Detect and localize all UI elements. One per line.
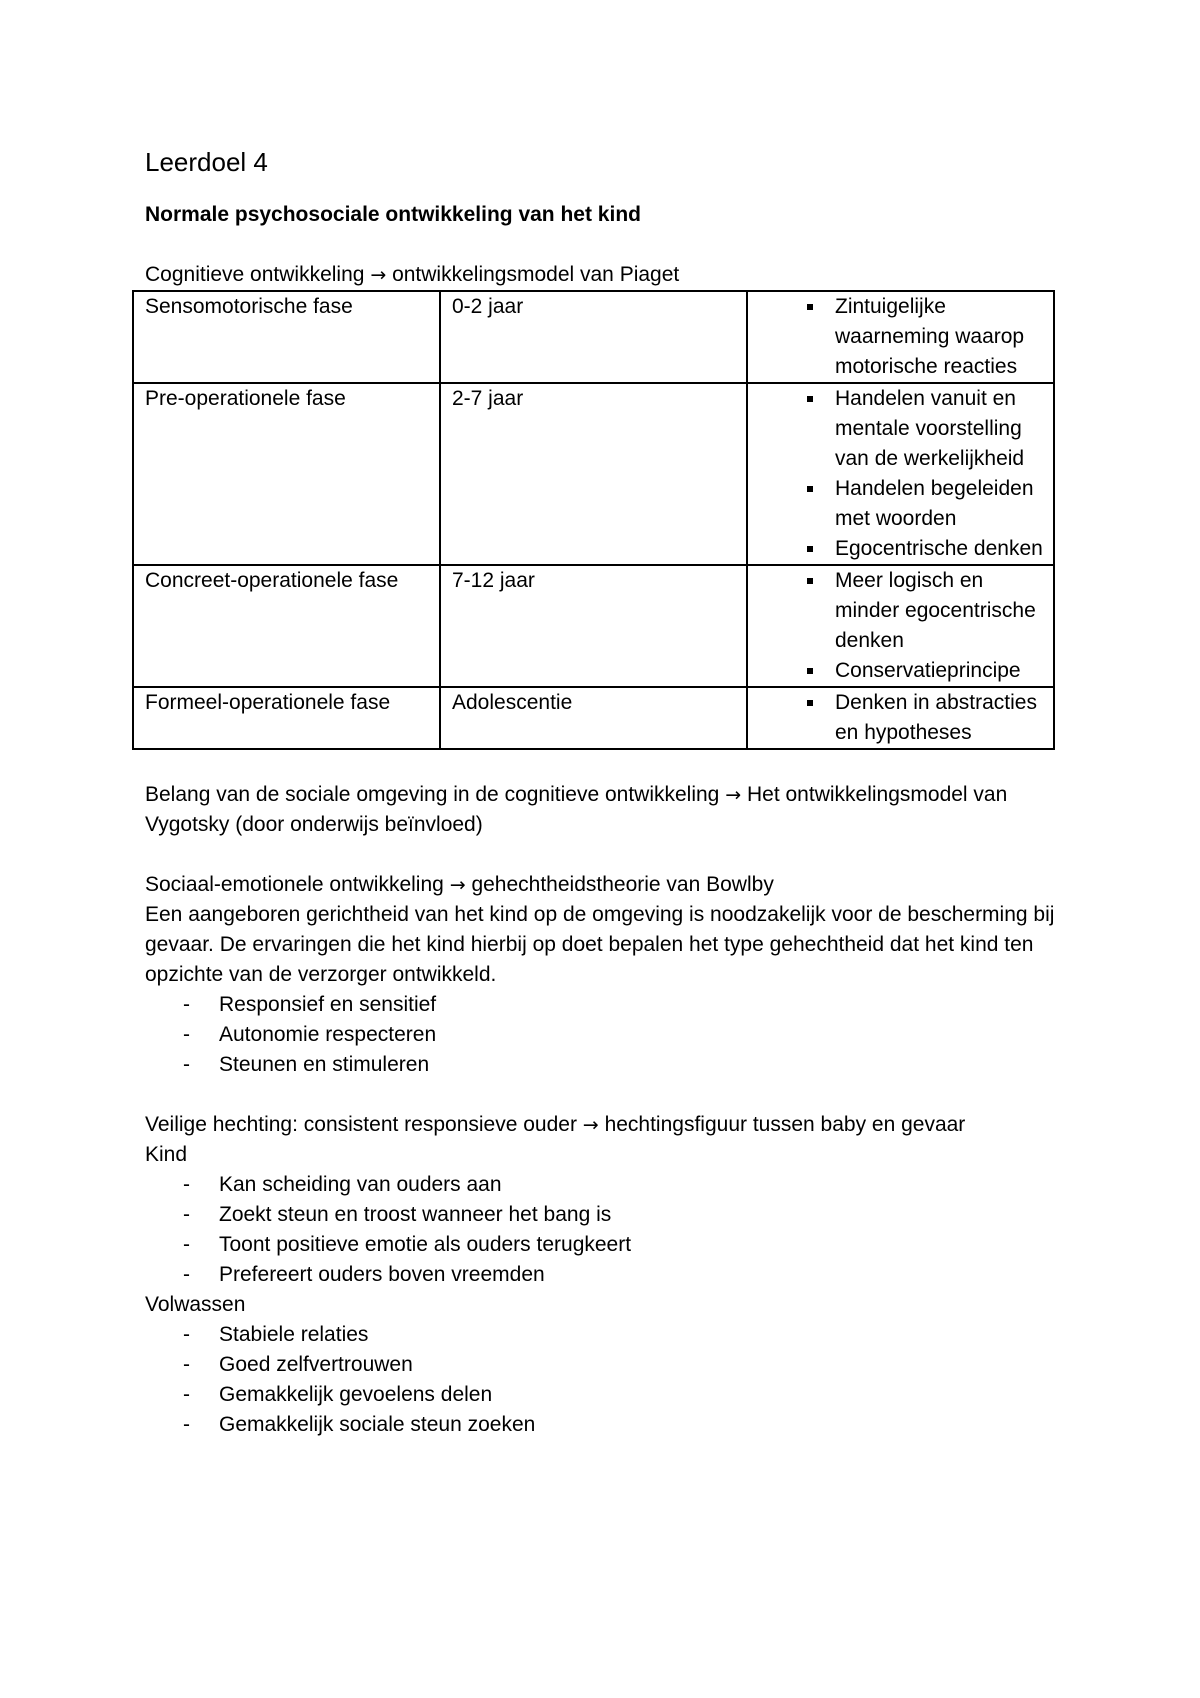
list-item <box>145 1020 1075 1050</box>
dash-bullet-icon: - <box>183 1023 190 1046</box>
list-item <box>145 1380 1075 1410</box>
adult-label: Volwassen <box>145 1293 246 1316</box>
age-cell: 2-7 jaar <box>440 383 747 565</box>
table-row <box>133 383 1054 565</box>
adult-list <box>145 1320 1075 1440</box>
secure-heading-before: Veilige hechting: consistent responsieve ouder <box>145 1113 577 1136</box>
bowlby-heading-before: Sociaal-emotionele ontwikkeling <box>145 873 444 896</box>
vygotsky-before: Belang van de sociale omgeving in de cognitieve ontwikkeling <box>145 783 720 806</box>
piaget-heading-before: Cognitieve ontwikkeling <box>145 263 365 286</box>
list-item-text: Handelen vanuit en mentale voorstelling van de werkelijkheid <box>835 387 1025 470</box>
dash-bullet-icon: - <box>183 1053 190 1076</box>
document-content <box>145 140 1075 1440</box>
age-cell: 0-2 jaar <box>440 291 747 383</box>
list-item <box>759 656 1043 686</box>
dash-bullet-icon: - <box>183 1263 190 1286</box>
list-item <box>145 1230 1075 1260</box>
list-item-text: Zintuigelijke waarneming waarop motorische reacties <box>835 295 1025 378</box>
vygotsky-paragraph <box>145 780 1075 840</box>
square-bullet-icon <box>807 396 813 402</box>
table-row <box>133 687 1054 749</box>
child-list <box>145 1170 1075 1290</box>
arrow-icon: → <box>449 874 466 896</box>
description-cell <box>747 565 1054 687</box>
square-bullet-icon <box>807 546 813 552</box>
dash-bullet-icon: - <box>183 1233 190 1256</box>
secure-heading-after: hechtingsfiguur tussen baby en gevaar <box>604 1113 966 1136</box>
phase-cell: Pre-operationele fase <box>133 383 440 565</box>
age-cell: Adolescentie <box>440 687 747 749</box>
dash-bullet-icon: - <box>183 1383 190 1406</box>
list-item-text: Denken in abstracties en hypotheses <box>835 691 1037 744</box>
dash-bullet-icon: - <box>183 1173 190 1196</box>
table-row <box>133 291 1054 383</box>
bowlby-list <box>145 990 1075 1080</box>
list-item-text: Egocentrische denken <box>835 537 1043 560</box>
list-item <box>145 1170 1075 1200</box>
list-item-text: Responsief en sensitief <box>219 993 437 1016</box>
list-item-text: Gemakkelijk gevoelens delen <box>219 1383 493 1406</box>
list-item <box>145 1350 1075 1380</box>
list-item <box>759 474 1043 534</box>
list-item-text: Conservatieprincipe <box>835 659 1021 682</box>
list-item <box>145 1260 1075 1290</box>
piaget-table <box>132 290 1055 750</box>
phase-cell: Concreet-operationele fase <box>133 565 440 687</box>
description-cell <box>747 383 1054 565</box>
square-bullet-icon <box>807 486 813 492</box>
bowlby-heading <box>145 870 1075 900</box>
list-item <box>759 384 1043 474</box>
bowlby-paragraph: Een aangeboren gerichtheid van het kind op de omgeving is noodzakelijk voor de bescherming bij gevaar. De ervaringen die het kind hierbij op doet bepalen het type gehechtheid dat het kind ten opzichte van de verzorger ontwikkeld. <box>145 903 1055 986</box>
list-item <box>145 1050 1075 1080</box>
square-bullet-icon <box>807 578 813 584</box>
list-item-text: Toont positieve emotie als ouders terugkeert <box>219 1233 632 1256</box>
list-item <box>145 1200 1075 1230</box>
list-item <box>759 688 1043 748</box>
age-cell: 7-12 jaar <box>440 565 747 687</box>
square-bullet-icon <box>807 304 813 310</box>
secure-attachment-heading <box>145 1110 1075 1140</box>
arrow-icon: → <box>725 784 742 806</box>
dash-bullet-icon: - <box>183 1203 190 1226</box>
list-item <box>145 1320 1075 1350</box>
table-row <box>133 565 1054 687</box>
bowlby-heading-after: gehechtheidstheorie van Bowlby <box>471 873 774 896</box>
list-item-text: Stabiele relaties <box>219 1323 369 1346</box>
description-cell <box>747 291 1054 383</box>
page-title: Leerdoel 4 <box>145 147 268 177</box>
vygotsky-after: Het ontwikkelingsmodel van Vygotsky (door onderwijs beïnvloed) <box>145 783 1008 836</box>
list-item-text: Handelen begeleiden met woorden <box>835 477 1034 530</box>
arrow-icon: → <box>582 1114 599 1136</box>
list-item <box>759 566 1043 656</box>
piaget-heading-after: ontwikkelingsmodel van Piaget <box>392 263 680 286</box>
arrow-icon: → <box>370 264 387 286</box>
list-item-text: Goed zelfvertrouwen <box>219 1353 413 1376</box>
list-item <box>759 534 1043 564</box>
page-subtitle: Normale psychosociale ontwikkeling van het kind <box>145 203 641 226</box>
list-item-text: Zoekt steun en troost wanneer het bang is <box>219 1203 612 1226</box>
description-cell <box>747 687 1054 749</box>
list-item-text: Meer logisch en minder egocentrische denken <box>835 569 1036 652</box>
dash-bullet-icon: - <box>183 1413 190 1436</box>
dash-bullet-icon: - <box>183 993 190 1016</box>
list-item <box>145 1410 1075 1440</box>
child-label: Kind <box>145 1143 188 1166</box>
list-item <box>759 292 1043 382</box>
list-item-text: Autonomie respecteren <box>219 1023 437 1046</box>
phase-cell: Formeel-operationele fase <box>133 687 440 749</box>
square-bullet-icon <box>807 700 813 706</box>
dash-bullet-icon: - <box>183 1323 190 1346</box>
piaget-heading <box>145 260 1075 290</box>
phase-cell: Sensomotorische fase <box>133 291 440 383</box>
dash-bullet-icon: - <box>183 1353 190 1376</box>
list-item-text: Gemakkelijk sociale steun zoeken <box>219 1413 536 1436</box>
list-item-text: Kan scheiding van ouders aan <box>219 1173 502 1196</box>
list-item-text: Steunen en stimuleren <box>219 1053 430 1076</box>
list-item-text: Prefereert ouders boven vreemden <box>219 1263 545 1286</box>
square-bullet-icon <box>807 668 813 674</box>
list-item <box>145 990 1075 1020</box>
